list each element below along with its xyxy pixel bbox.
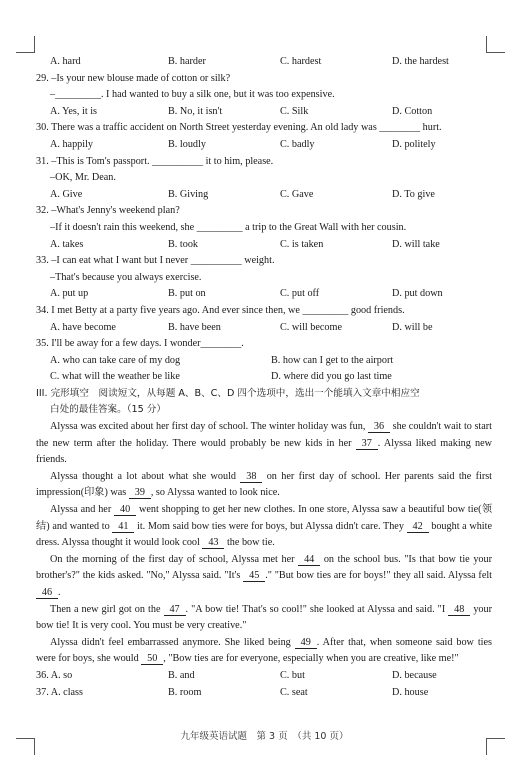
passage-text: . "A bow tie! That's so cool!" she looked at Alyssa and said. "I [185,603,446,615]
blank-50: 50 [141,653,163,665]
blank-42: 42 [407,521,429,533]
blank-44: 44 [298,554,320,566]
q37-options [36,685,492,702]
option-a: A. takes [50,238,84,250]
q35-stem: 35. I'll be away for a few days. I wonder________. [36,338,244,350]
option-d: D. house [392,686,429,698]
passage-paragraph-2 [36,469,492,502]
blank-43: 43 [202,537,224,549]
q36-options [36,668,492,685]
q28-options [36,54,492,71]
option-b: B. put on [168,288,206,300]
q33-reply: –That's because you always exercise. [50,271,202,283]
q31-stem: 31. –This is Tom's passport. __________ it to him, please. [36,155,274,167]
passage-text: went shopping to get her new clothes. In one store, Alyssa saw a beautiful bow tie(领结) and wanted to [36,504,493,532]
q29-stem: 29. –Is your new blouse made of cotton or silk? [36,72,231,84]
blank-38: 38 [240,471,262,483]
blank-37: 37 [356,438,378,450]
option-a: A. Yes, it is [50,105,97,117]
q34-stem: 34. I met Betty at a party five years ago. And ever since then, we _________ good friends. [36,304,405,316]
passage-paragraph-5 [36,602,492,635]
blank-40: 40 [114,504,136,516]
q31-reply: –OK, Mr. Dean. [50,172,116,184]
q34-options [36,320,492,337]
passage-text: . [58,587,61,598]
option-c: C. Gave [280,188,314,200]
q29-reply: –_________. I had wanted to buy a silk one, but it was too expensive. [50,89,335,101]
option-d: D. Cotton [392,105,433,117]
passage-text: on the school bus. "Is that bow tie your brother's?" the kids asked. "No," Alyssa said. "It's [36,553,493,582]
option-b: B. No, it isn't [168,105,223,117]
option-c: C. is taken [280,238,324,250]
passage-text: your bow tie! It is very cool. You must be very creative." [36,603,492,632]
crop-mark-top-left [16,36,35,53]
crop-mark-top-right [486,36,505,53]
option-b: B. loudly [168,138,206,150]
option-a: A. Give [50,188,83,200]
option-a: A. who can take care of my dog [50,354,181,366]
q29-options [36,104,492,121]
passage-text: ." "But bow ties are for boys!" they all said. Alyssa felt [265,570,493,582]
q32-options [36,237,492,254]
option-d: D. politely [392,138,436,150]
blank-48: 48 [448,604,470,616]
passage-text: Alyssa didn't feel embarrassed anymore. She liked being [50,636,291,648]
option-d: D. put down [392,288,443,300]
option-c: C. will become [280,321,342,333]
blank-47: 47 [164,604,186,616]
option-a: A. put up [50,288,89,300]
passage-text: . Alyssa liked making new friends. [36,437,492,466]
q35-options-row2 [36,369,492,386]
option-a: 37. A. class [36,686,83,698]
passage-text: Then a new girl got on the [50,603,161,615]
option-d: D. where did you go last time [271,371,392,383]
q30-options [36,137,492,154]
option-b: B. took [168,238,199,250]
q32-reply: –If it doesn't rain this weekend, she _________ a trip to the Great Wall with her cousin. [50,221,407,233]
q32-stem: 32. –What's Jenny's weekend plan? [36,205,180,217]
blank-36: 36 [368,421,390,433]
passage-text: . After that, when someone said bow ties were for boys, she would [36,636,493,665]
option-c: C. hardest [280,56,322,67]
option-c: C. Silk [280,105,309,117]
passage-paragraph-4 [36,552,492,602]
option-c: C. what will the weather be like [50,371,180,383]
passage-text: it. Mom said bow ties were for boys, but Alyssa didn't care. They [137,520,404,532]
option-b: B. how can I get to the airport [271,354,394,366]
q35-options-row1 [36,353,492,370]
section-heading-cont: 白处的最佳答案。（15 分） [50,404,166,416]
option-a: A. hard [50,56,81,67]
passage-text: On the morning of the first day of school, Alyssa met her [50,553,295,565]
passage-text: Alyssa was excited about her first day of school. The winter holiday was fun, [50,421,366,433]
option-c: C. badly [280,138,315,150]
option-b: B. room [168,686,202,698]
blank-45: 45 [243,570,265,582]
option-d: D. will be [392,321,433,333]
passage-text: , "Bow ties are for everyone, especially when you are creative, like me!" [163,653,459,665]
blank-46: 46 [36,587,58,599]
option-b: B. and [168,669,195,681]
section-heading: III. 完形填空 阅读短文，从每题 A、B、C、D 四个选项中，选出一个能填入文章中相应空 [36,387,420,399]
q31-options [36,187,492,204]
passage-text: the bow tie. [226,537,275,549]
passage-paragraph-6 [36,635,492,668]
exam-page [36,54,492,701]
option-b: B. Giving [168,188,209,200]
option-c: C. put off [280,288,320,300]
option-b: B. have been [168,321,221,333]
option-a: 36. A. so [36,669,73,681]
blank-41: 41 [112,521,134,533]
option-d: D. will take [392,238,440,250]
q33-options [36,286,492,303]
q30-stem: 30. There was a traffic accident on North Street yesterday evening. An old lady was ________ hurt. [36,122,442,134]
passage-text: on her first day of school. Her parents said the first impression(印象) was [36,470,493,499]
passage-text: Alyssa thought a lot about what she would [50,470,237,482]
blank-39: 39 [129,487,151,499]
passage-paragraph-1 [36,419,492,469]
passage-paragraph-3 [36,502,492,552]
option-a: A. have become [50,321,116,333]
q33-stem: 33. –I can eat what I want but I never __________ weight. [36,255,275,267]
option-a: A. happily [50,138,94,150]
option-b: B. harder [168,56,206,67]
passage-text: she couldn't wait to start the new term after the holiday. There would probably be new kids in her [36,421,493,449]
option-c: C. seat [280,686,308,698]
option-d: D. the hardest [392,56,449,67]
passage-text: , so Alyssa wanted to look nice. [150,487,280,499]
page-footer: 九年级英语试题 第 3 页 （共 10 页） [180,731,349,742]
option-d: D. To give [392,188,435,200]
passage-text: bought a white dress. Alyssa thought it would look cool [36,520,492,549]
option-c: C. but [280,669,305,681]
blank-49: 49 [295,637,317,649]
option-d: D. because [392,669,437,681]
passage-text: Alyssa and her [50,504,112,516]
